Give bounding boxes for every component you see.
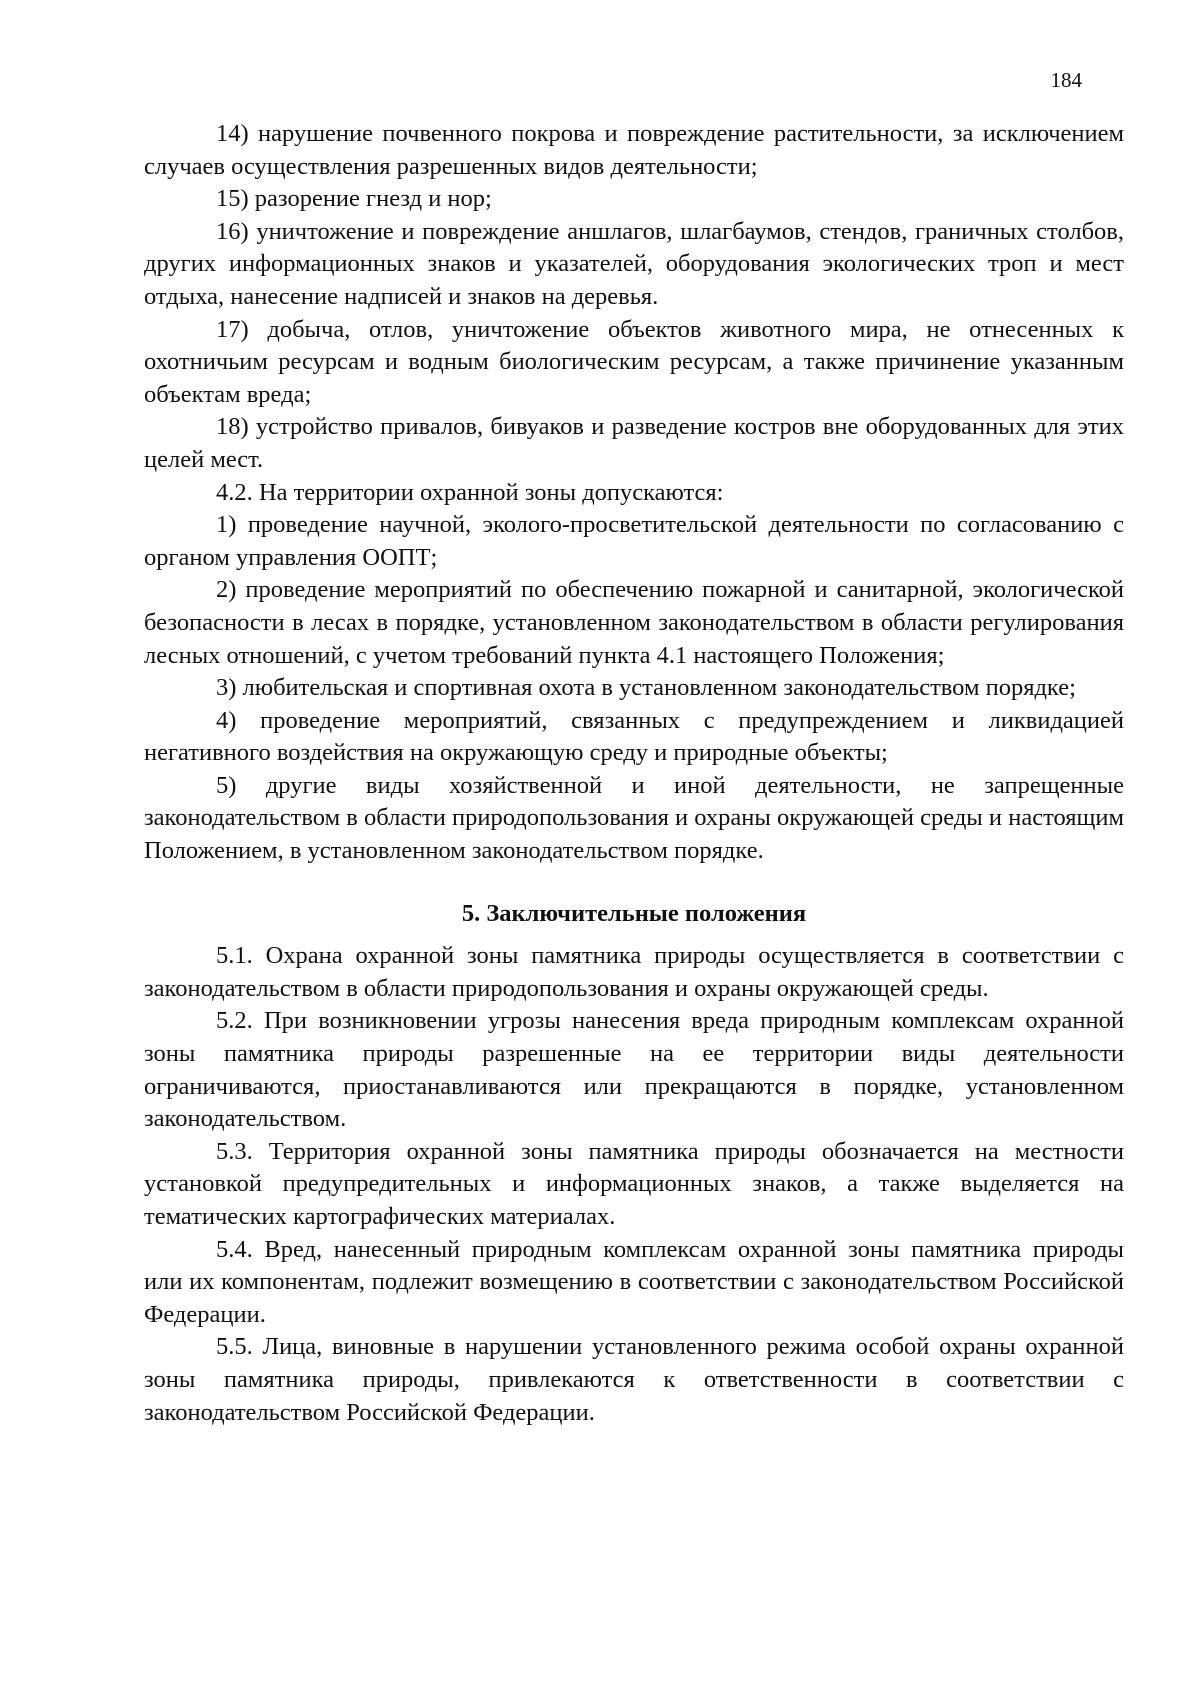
clause-paragraph: 5.5. Лица, виновные в нарушении установленного режима особой охраны охранной зоны памятника природы, привлекаются к ответственности в соответствии с законодательством Российской Федерации.	[144, 1333, 1124, 1426]
section-heading: 5. Заключительные положения	[461, 899, 807, 927]
list-item: 14) нарушение почвенного покрова и повреждение растительности, за исключением случаев осуществления разрешенных видов деятельности;	[144, 120, 1124, 180]
document-body	[144, 118, 1124, 1429]
list-item: 18) устройство привалов, бивуаков и разведение костров вне оборудованных для этих целей мест.	[144, 413, 1124, 473]
page-number: 184	[1050, 68, 1082, 92]
list-item: 17) добыча, отлов, уничтожение объектов животного мира, не отнесенных к охотничьим ресурсам и водным биологическим ресурсам, а также причинение указанным объектам вреда;	[144, 315, 1124, 408]
clause-paragraph: 5.1. Охрана охранной зоны памятника природы осуществляется в соответствии с законодательством в области природопользования и охраны окружающей среды.	[144, 942, 1124, 1002]
clause-paragraph: 5.3. Территория охранной зоны памятника природы обозначается на местности установкой предупредительных и информационных знаков, а также выделяется на тематических картографических материалах.	[144, 1137, 1124, 1230]
list-item: 15) разорение гнезд и нор;	[216, 185, 492, 213]
list-item: 2) проведение мероприятий по обеспечению пожарной и санитарной, экологической безопасности в лесах в порядке, установленном законодательством в области регулирования лесных отношений, с учетом требований пункта 4.1 настоящего Положения;	[144, 576, 1124, 669]
list-item: 4) проведение мероприятий, связанных с предупреждением и ликвидацией негативного воздействия на окружающую среду и природные объекты;	[144, 706, 1124, 767]
list-item: 3) любительская и спортивная охота в установленном законодательством порядке;	[216, 674, 1076, 702]
clause-paragraph: 5.4. Вред, нанесенный природным комплексам охранной зоны памятника природы или их компонентам, подлежит возмещению в соответствии с законодательством Российской Федерации.	[144, 1235, 1124, 1328]
list-item: 1) проведение научной, эколого-просветительской деятельности по согласованию с органом управления ООПТ;	[144, 511, 1124, 571]
clause-paragraph: 5.2. При возникновении угрозы нанесения вреда природным комплексам охранной зоны памятника природы разрешенные на ее территории виды деятельности ограничиваются, приостанавливаются или прекращаются в порядке, установленном законодательством.	[144, 1007, 1124, 1133]
clause-4-2-intro: 4.2. На территории охранной зоны допускаются:	[216, 478, 724, 506]
list-item: 16) уничтожение и повреждение аншлагов, шлагбаумов, стендов, граничных столбов, других информационных знаков и указателей, оборудования экологических троп и мест отдыха, нанесение надписей и знаков на деревья.	[144, 217, 1124, 310]
list-item: 5) другие виды хозяйственной и иной деятельности, не запрещенные законодательством в области природопользования и охраны окружающей среды и настоящим Положением, в установленном законодательством порядке.	[144, 771, 1124, 865]
